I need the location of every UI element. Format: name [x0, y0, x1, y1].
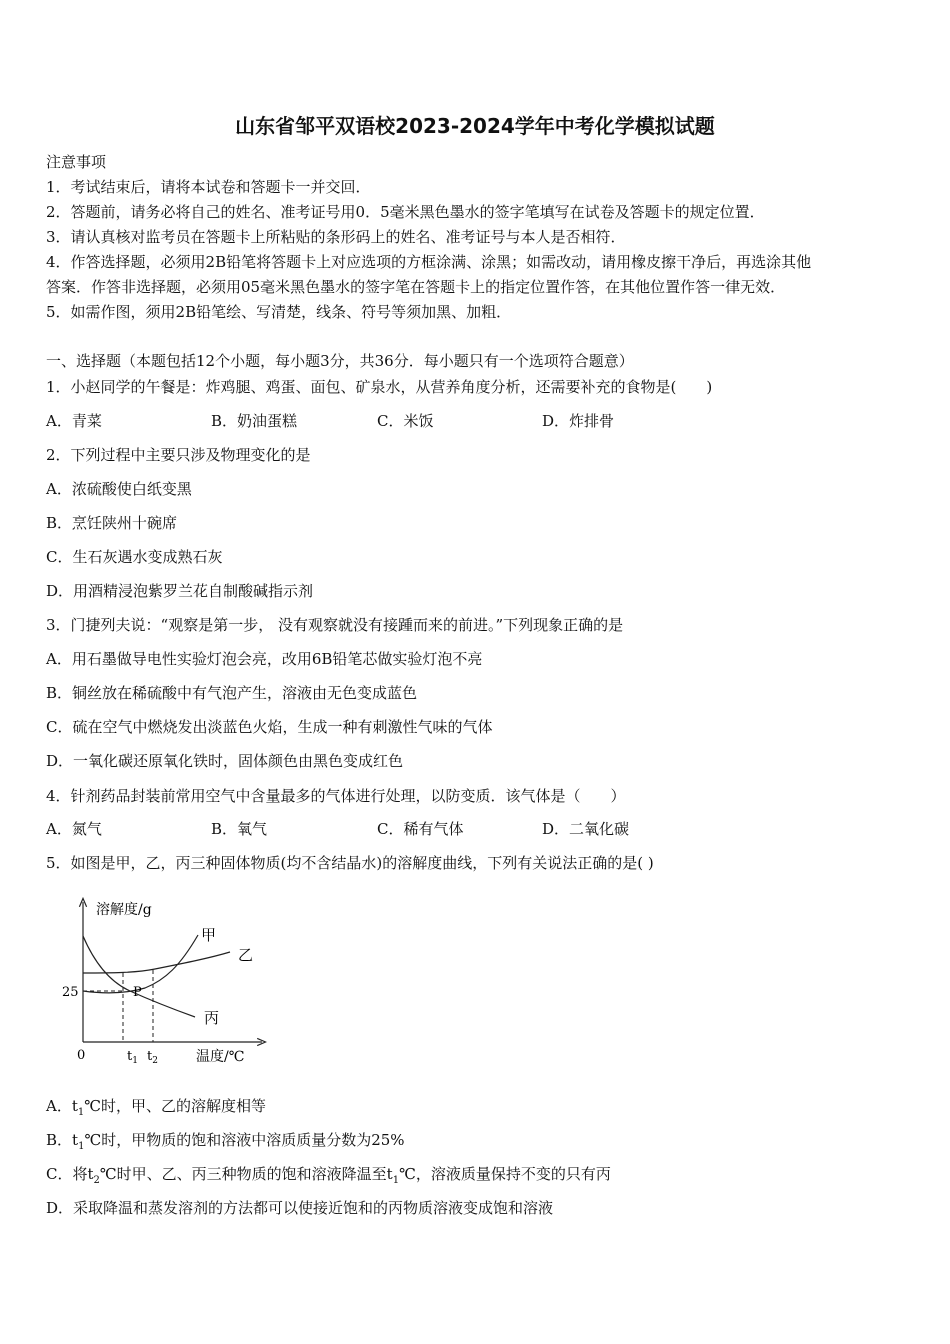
option-d: D．用酒精浸泡紫罗兰花自制酸碱指示剂 [46, 582, 314, 600]
option-c: C．硫在空气中燃烧发出淡蓝色火焰，生成一种有刺激性气味的气体 [46, 718, 493, 736]
section-heading: 一、选择题（本题包括12个小题，每小题3分，共36分．每小题只有一个选项符合题意） [46, 352, 634, 370]
y-tick-label: 25 [62, 985, 79, 1000]
option-a: A．浓硫酸使白纸变黑 [46, 480, 192, 498]
x-axis-label: 温度/℃ [196, 1049, 245, 1065]
x-tick-t1: $t_1$ [127, 1049, 138, 1066]
notice-item: 2．答题前，请务必将自己的姓名、准考证号用0．5毫米黑色墨水的签字笔填写在试卷及答题卡的规定位置． [46, 203, 765, 221]
option-a: A．青菜 [46, 412, 102, 430]
curve-yi [83, 952, 230, 973]
option-a: A．氮气 [46, 820, 102, 838]
option-b: B．奶油蛋糕 [211, 412, 298, 430]
option-d: D．炸排骨 [542, 412, 615, 430]
series-label-bing: 丙 [204, 1009, 220, 1027]
series-label-yi: 乙 [238, 946, 254, 964]
option-b: B．烹饪陕州十碗席 [46, 514, 178, 532]
point-p-label: P [133, 985, 142, 1000]
question-stem: 3．门捷列夫说：“观察是第一步， 没有观察就没有接踵而来的前进。”下列现象正确的是 [46, 616, 624, 634]
option-b: B．氧气 [211, 820, 268, 838]
option-c: C．生石灰遇水变成熟石灰 [46, 548, 223, 566]
x-tick-t2: $t_2$ [147, 1049, 158, 1066]
page-title: 山东省邹平双语校2023-2024学年中考化学模拟试题 [235, 114, 715, 138]
option-a: A．$t_1℃$时，甲、乙的溶解度相等 [46, 1097, 267, 1118]
y-axis-label: 溶解度/g [96, 902, 152, 918]
option-a: A．用石墨做导电性实验灯泡会亮，改用6B铅笔芯做实验灯泡不亮 [46, 650, 483, 668]
notice-item: 3．请认真核对监考员在答题卡上所粘贴的条形码上的姓名、准考证号与本人是否相符． [46, 228, 626, 246]
option-d: D．采取降温和蒸发溶剂的方法都可以使接近饱和的丙物质溶液变成饱和溶液 [46, 1199, 554, 1217]
question-stem: 1．小赵同学的午餐是：炸鸡腿、鸡蛋、面包、矿泉水，从营养角度分析，还需要补充的食物是( ) [46, 378, 713, 396]
option-d: D．一氧化碳还原氧化铁时，固体颜色由黑色变成红色 [46, 752, 404, 770]
question-stem: 2．下列过程中主要只涉及物理变化的是 [46, 446, 311, 464]
notice-item: 4．作答选择题，必须用2B铅笔将答题卡上对应选项的方框涂满、涂黑；如需改动，请用橡皮擦干净后，再选涂其他 [46, 253, 812, 271]
option-c: C．将$t_2℃$时甲、乙、丙三种物质的饱和溶液降温至$t_1℃$，溶液质量保持不变的只有丙 [46, 1165, 611, 1186]
solubility-chart [50, 892, 280, 1077]
question-stem: 4．针剂药品封装前常用空气中含量最多的气体进行处理，以防变质．该气体是（ ） [46, 787, 626, 805]
notice-item: 答案．作答非选择题，必须用05毫米黑色墨水的签字笔在答题卡上的指定位置作答，在其他位置作答一律无效． [46, 278, 786, 296]
option-c: C．米饭 [377, 412, 434, 430]
question-stem: 5．如图是甲，乙，丙三种固体物质(均不含结晶水)的溶解度曲线，下列有关说法正确的是( ) [46, 854, 654, 872]
option-b: B．铜丝放在稀硫酸中有气泡产生，溶液由无色变成蓝色 [46, 684, 418, 702]
notice-item: 1．考试结束后，请将本试卷和答题卡一并交回． [46, 178, 371, 196]
curve-bing [83, 936, 195, 1017]
option-b: B．$t_1℃$时，甲物质的饱和溶液中溶质质量分数为25% [46, 1131, 405, 1152]
series-label-jia: 甲 [201, 926, 217, 944]
origin-label: 0 [77, 1048, 86, 1063]
option-d: D．二氧化碳 [542, 820, 630, 838]
option-c: C．稀有气体 [377, 820, 464, 838]
notice-item: 5．如需作图，须用2B铅笔绘、写清楚，线条、符号等须加黑、加粗． [46, 303, 512, 321]
notice-heading: 注意事项 [46, 153, 107, 171]
